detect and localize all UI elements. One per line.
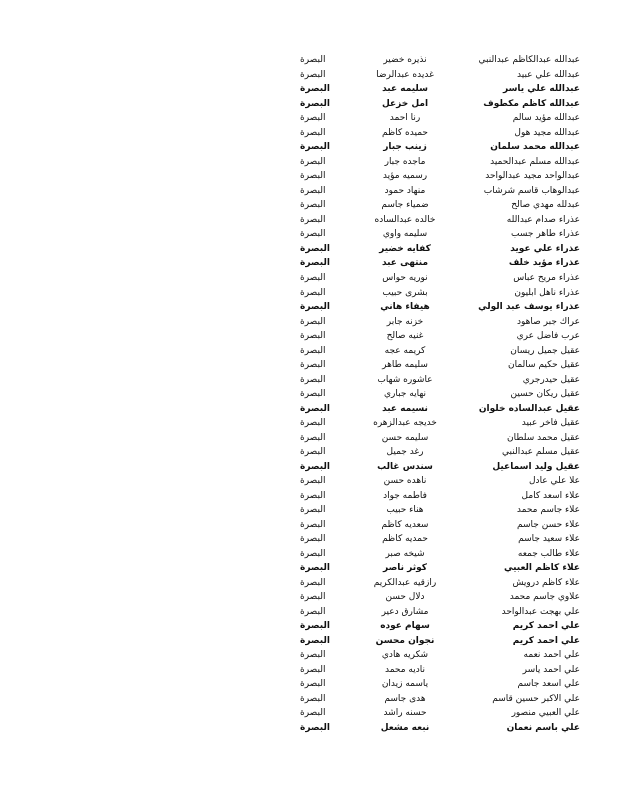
mother-name: مشارق دعير (381, 606, 429, 617)
city-name: البصرة (300, 650, 326, 661)
list-row (300, 663, 580, 678)
person-name: عذراء يوسف عبد الولي (478, 302, 580, 313)
city-name: البصرة (300, 708, 326, 719)
city-name: البصرة (300, 127, 326, 138)
list-row (300, 401, 580, 416)
mother-name: نهايه جباري (384, 389, 426, 400)
list-row (300, 68, 580, 83)
list-row (300, 387, 580, 402)
person-name: علاء جاسم محمد (516, 505, 580, 516)
person-name: عرب فاضل عري (516, 331, 580, 342)
list-row (300, 503, 580, 518)
city-name: البصرة (300, 563, 330, 574)
mother-name: سندس غالب (377, 461, 433, 472)
person-name: عذراء صدام عبدالله (506, 214, 580, 225)
person-name: علاوي جاسم محمد (509, 592, 580, 603)
person-name: علاء طالب جمعه (517, 548, 580, 559)
mother-name: خزنه جابر (386, 316, 424, 327)
list-row (300, 82, 580, 97)
city-name: البصرة (300, 142, 330, 153)
list-row (300, 271, 580, 286)
mother-name: غديده عبدالرضا (376, 69, 434, 80)
city-name: البصرة (300, 679, 326, 690)
person-name: علا علي عادل (529, 476, 580, 487)
city-name: البصرة (300, 156, 326, 167)
person-name: علاء اسعد كامل (521, 490, 580, 501)
list-row (300, 706, 580, 721)
mother-name: حميده كاظم (382, 127, 428, 138)
person-name: عبدالله مسلم عبدالحميد (490, 156, 580, 167)
city-name: البصرة (300, 69, 326, 80)
person-name: عقيل حيدرجري (522, 374, 580, 385)
list-row (300, 648, 580, 663)
list-row (300, 634, 580, 649)
list-row (300, 416, 580, 431)
list-row (300, 53, 580, 68)
mother-name: بشرى حبيب (382, 287, 428, 298)
person-name: علي احمد نعمه (523, 650, 580, 661)
mother-name: خديجه عبدالزهره (373, 418, 437, 429)
city-name: البصرة (300, 432, 326, 443)
list-row (300, 227, 580, 242)
list-row (300, 343, 580, 358)
list-row (300, 126, 580, 141)
mother-name: نبعه مشعل (380, 722, 430, 733)
person-name: عقيل وليد اسماعيل (492, 461, 580, 472)
mother-name: فاطمه جواد (383, 490, 427, 501)
city-name: البصرة (300, 548, 326, 559)
person-name: عبدلله مهدي صالح (511, 200, 580, 211)
mother-name: حسنه راشد (383, 708, 427, 719)
mother-name: نسيمه عبد (382, 403, 428, 414)
mother-name: هناء حبيب (386, 505, 424, 516)
city-name: البصرة (300, 258, 330, 269)
list-row (300, 97, 580, 112)
names-list (300, 53, 580, 735)
mother-name: حمديه كاظم (382, 534, 428, 545)
person-name: عذراء مؤيد خلف (508, 258, 580, 269)
list-row (300, 677, 580, 692)
mother-name: شيخه صبر (385, 548, 425, 559)
city-name: البصرة (300, 98, 330, 109)
mother-name: غنيه صالح (386, 331, 424, 342)
city-name: البصرة (300, 331, 326, 342)
list-row (300, 314, 580, 329)
city-name: البصرة (300, 403, 330, 414)
person-name: علي احمد كريم (512, 621, 580, 632)
mother-name: عاشوره شهاب (377, 374, 433, 385)
mother-name: خالده عبدالساده (374, 214, 436, 225)
person-name: عذراء مريح عباس (513, 272, 580, 283)
city-name: البصرة (300, 200, 326, 211)
person-name: عبدالله علي ياسر (502, 84, 580, 95)
city-name: البصرة (300, 490, 326, 501)
list-row (300, 198, 580, 213)
city-name: البصرة (300, 534, 326, 545)
mother-name: ماجده جبار (384, 156, 426, 167)
person-name: عبدالله عبدالكاظم عبدالنبي (478, 55, 580, 66)
mother-name: منتهى عبد (381, 258, 429, 269)
mother-name: كريمه عجه (384, 345, 426, 356)
list-row (300, 300, 580, 315)
list-row (300, 576, 580, 591)
person-name: عقيل محمد سلطان (507, 432, 580, 443)
city-name: البصرة (300, 519, 326, 530)
person-name: علي الاكبر حسين قاسم (492, 693, 580, 704)
city-name: البصرة (300, 418, 326, 429)
city-name: البصرة (300, 635, 330, 646)
list-row (300, 605, 580, 620)
person-name: علي بهجت عبدالواحد (501, 606, 580, 617)
city-name: البصرة (300, 229, 326, 240)
mother-name: ناديه محمد (384, 664, 425, 675)
person-name: علي باسم نعمان (506, 722, 580, 733)
city-name: البصرة (300, 243, 330, 254)
person-name: عقيل ريكان حسين (510, 389, 580, 400)
list-row (300, 561, 580, 576)
mother-name: نذيره خضير (383, 55, 427, 66)
person-name: عبدالله علي عبيد (517, 69, 580, 80)
person-name: علاء سعيد جاسم (518, 534, 580, 545)
list-row (300, 590, 580, 605)
mother-name: ياسمه زيدان (381, 679, 429, 690)
mother-name: سليمه عبد (382, 84, 428, 95)
city-name: البصرة (300, 505, 326, 516)
list-row (300, 692, 580, 707)
person-name: عبدالوهاب قاسم شرشاب (483, 185, 580, 196)
mother-name: هيفاء هاني (380, 302, 430, 313)
person-name: عقيل حكيم سالمان (508, 360, 580, 371)
list-row (300, 372, 580, 387)
city-name: البصرة (300, 476, 326, 487)
list-row (300, 358, 580, 373)
list-row (300, 184, 580, 199)
city-name: البصرة (300, 214, 326, 225)
list-row (300, 430, 580, 445)
mother-name: سليمه حسن (381, 432, 429, 443)
city-name: البصرة (300, 592, 326, 603)
person-name: عذراء طاهر جسب (511, 229, 580, 240)
person-name: عقيل جميل ريسان (510, 345, 580, 356)
list-row (300, 532, 580, 547)
mother-name: سليمه طاهر (382, 360, 428, 371)
mother-name: امل خزعل (381, 98, 429, 109)
list-row (300, 213, 580, 228)
person-name: عراك جبر صاهود (516, 316, 580, 327)
list-row (300, 111, 580, 126)
city-name: البصرة (300, 345, 326, 356)
person-name: عذراء ناهل ابليون (514, 287, 580, 298)
mother-name: نجوان محسن (375, 635, 435, 646)
city-name: البصرة (300, 171, 326, 182)
city-name: البصرة (300, 360, 326, 371)
mother-name: شكريه هادي (381, 650, 429, 661)
mother-name: سليمه واوي (382, 229, 428, 240)
mother-name: نوريه حواس (382, 272, 428, 283)
list-row (300, 518, 580, 533)
person-name: علاء كاظم العبيي (504, 563, 580, 574)
person-name: علي اسعد جاسم (517, 679, 580, 690)
city-name: البصرة (300, 185, 326, 196)
person-name: عقيل عبدالساده خلوان (478, 403, 580, 414)
city-name: البصرة (300, 606, 326, 617)
list-row (300, 721, 580, 736)
person-name: عبدالله محمد سلمان (490, 142, 580, 153)
list-row (300, 619, 580, 634)
city-name: البصرة (300, 55, 326, 66)
list-row (300, 547, 580, 562)
list-row (300, 329, 580, 344)
city-name: البصرة (300, 693, 326, 704)
city-name: البصرة (300, 272, 326, 283)
person-name: علي احمد ياسر (522, 664, 580, 675)
mother-name: هدى جاسم (384, 693, 426, 704)
city-name: البصرة (300, 374, 326, 385)
city-name: البصرة (300, 461, 330, 472)
list-row (300, 256, 580, 271)
person-name: علي احمد كريم (512, 635, 580, 646)
person-name: علاء كاظم درويش (512, 577, 580, 588)
city-name: البصرة (300, 316, 326, 327)
person-name: عبدالله مؤيد سالم (512, 113, 580, 124)
city-name: البصرة (300, 447, 326, 458)
city-name: البصرة (300, 287, 326, 298)
mother-name: دلال حسن (385, 592, 425, 603)
list-row (300, 140, 580, 155)
mother-name: ناهده حسن (383, 476, 427, 487)
person-name: عبدالواحد مجيد عبدالواحد (485, 171, 580, 182)
list-row (300, 242, 580, 257)
mother-name: منهاد حمود (384, 185, 426, 196)
mother-name: سعديه كاظم (381, 519, 429, 530)
mother-name: ضمياء جاسم (381, 200, 429, 211)
list-row (300, 445, 580, 460)
list-row (300, 285, 580, 300)
mother-name: رازقيه عبدالكريم (373, 577, 437, 588)
mother-name: زينب جبار (383, 142, 427, 153)
person-name: عقيل مسلم عبدالنبي (502, 447, 580, 458)
mother-name: رسميه مؤيد (382, 171, 428, 182)
mother-name: كفايه خضير (379, 243, 431, 254)
city-name: البصرة (300, 621, 330, 632)
person-name: عبدالله كاظم مكطوف (483, 98, 580, 109)
mother-name: رغد جميل (386, 447, 424, 458)
person-name: عقيل فاخر عبيد (521, 418, 580, 429)
list-row (300, 488, 580, 503)
person-name: عذراء علي عويد (510, 243, 580, 254)
list-row (300, 474, 580, 489)
city-name: البصرة (300, 389, 326, 400)
city-name: البصرة (300, 577, 326, 588)
mother-name: سهام عوده (380, 621, 430, 632)
list-row (300, 169, 580, 184)
city-name: البصرة (300, 722, 330, 733)
list-row (300, 155, 580, 170)
city-name: البصرة (300, 113, 326, 124)
person-name: علي العبيي منصور (511, 708, 580, 719)
city-name: البصرة (300, 84, 330, 95)
list-row (300, 459, 580, 474)
city-name: البصرة (300, 664, 326, 675)
city-name: البصرة (300, 302, 330, 313)
person-name: علاء حسن جاسم (517, 519, 580, 530)
mother-name: كوثر ناصر (382, 563, 428, 574)
mother-name: رنا احمد (389, 113, 421, 124)
person-name: عبدالله مجيد هول (514, 127, 580, 138)
